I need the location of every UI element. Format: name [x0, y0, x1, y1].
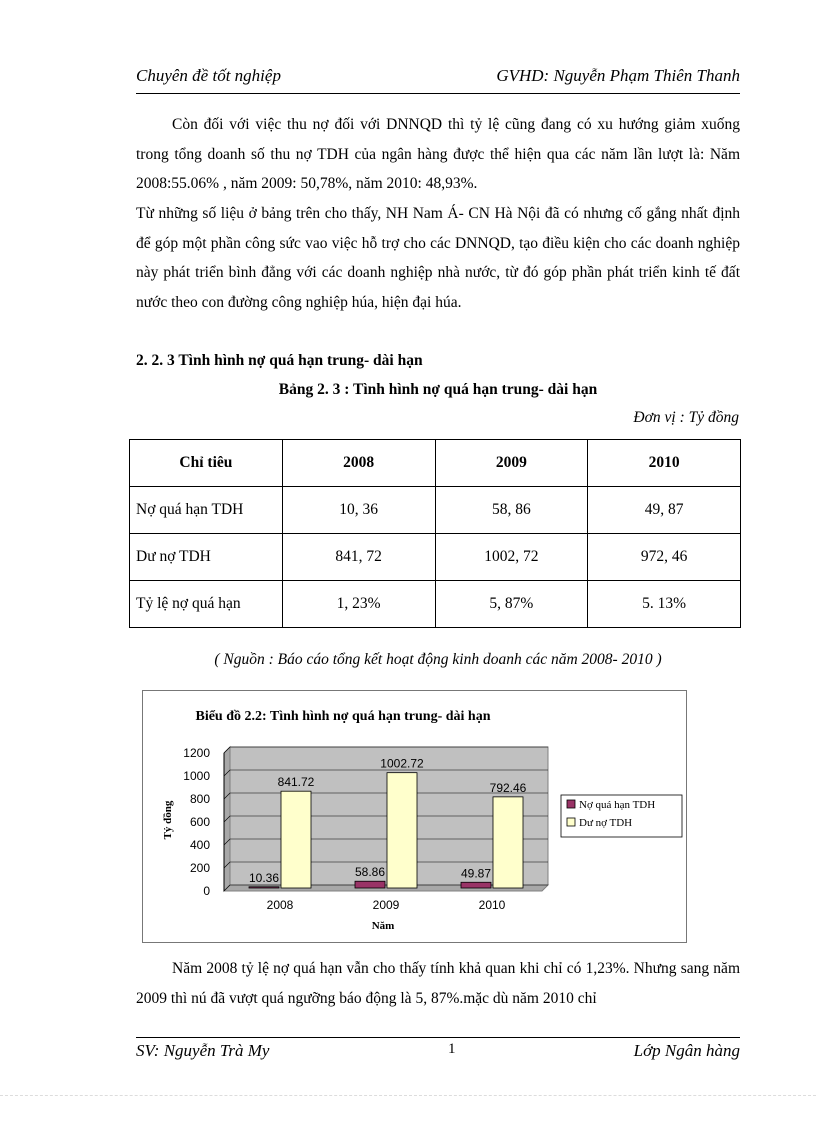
table-row	[130, 534, 741, 581]
x-tick-label: 2008	[266, 898, 294, 912]
y-tick-label: 1200	[183, 746, 210, 760]
table-cell: 1002, 72	[435, 534, 588, 581]
page-edge	[0, 1095, 816, 1096]
bar	[249, 887, 279, 888]
page-header	[136, 66, 740, 94]
y-axis-label: Tỷ đồng	[162, 800, 174, 840]
paragraph-3: Năm 2008 tỷ lệ nợ quá hạn vẫn cho thấy tính khả quan khi chỉ có 1,23%. Nhưng sang năm 2009 thì nú đã vượt quá ngưỡng báo động là 5, 87%.mặc dù năm 2010 chỉ	[136, 960, 740, 1007]
table-cell: 10, 36	[282, 487, 435, 534]
header-divider	[136, 93, 740, 94]
table-title: Bảng 2. 3 : Tình hình nợ quá hạn trung- dài hạn	[278, 381, 598, 398]
x-tick-label: 2009	[372, 898, 400, 912]
y-tick-label: 400	[189, 838, 210, 852]
table-source: ( Nguồn : Báo cáo tổng kết hoạt động kinh doanh các năm 2008- 2010 )	[214, 651, 662, 668]
chart-container	[142, 690, 687, 943]
y-tick-label: 600	[189, 815, 210, 829]
legend-label: Nợ quá hạn TDH	[579, 799, 656, 811]
table-header-cell: 2008	[282, 440, 435, 487]
table-cell: 49, 87	[588, 487, 741, 534]
legend-swatch	[567, 800, 575, 808]
section-heading: 2. 2. 3 Tình hình nợ quá hạn trung- dài hạn	[136, 352, 423, 369]
bar	[387, 773, 417, 888]
table-header-cell: Chỉ tiêu	[130, 440, 283, 487]
table-header-row	[130, 440, 741, 487]
bar	[493, 797, 523, 888]
chart-title: Biểu đồ 2.2: Tình hình nợ quá hạn trung- dài hạn	[195, 709, 491, 724]
table-row	[130, 581, 741, 628]
footer-right: Lớp Ngân hàng	[633, 1041, 740, 1060]
header-right: GVHD: Nguyễn Phạm Thiên Thanh	[496, 66, 740, 85]
y-tick-label: 0	[203, 884, 210, 898]
data-table	[129, 439, 741, 628]
table-cell: Nợ quá hạn TDH	[130, 487, 283, 534]
bar	[281, 791, 311, 888]
table-cell: 1, 23%	[282, 581, 435, 628]
data-label: 792.46	[489, 780, 527, 795]
paragraph-2: Từ những số liệu ở bảng trên cho thấy, NH Nam Á- CN Hà Nội đã có nhưng cố gắng nhất định để góp một phần công sức vao việc hỗ trợ cho các DNNQD, tạo điều kiện cho các doanh nghiệp này phát triển bình đẳng với các doanh nghiệp nhà nước, từ đó góp phần phát triển kinh tế đất nước theo con đường công nghiệp húa, hiện đại húa.	[136, 205, 740, 311]
data-label: 49.87	[460, 866, 492, 881]
y-tick-label: 200	[189, 861, 210, 875]
table-cell: 5. 13%	[588, 581, 741, 628]
data-label: 1002.72	[380, 756, 424, 771]
y-tick-label: 1000	[183, 769, 210, 783]
footer-divider	[136, 1037, 740, 1038]
table-cell: 841, 72	[282, 534, 435, 581]
table-unit: Đơn vị : Tỷ đồng	[633, 409, 739, 426]
table-header-cell: 2010	[588, 440, 741, 487]
paragraph-1: Còn đối với việc thu nợ đối với DNNQD thì tỷ lệ cũng đang có xu hướng giảm xuống trong tổng doanh số thu nợ TDH của ngân hàng được thể hiện qua các năm lần lượt là: Năm 2008:55.06% , năm 2009: 50,78%, năm 2010: 48,93%.	[136, 116, 740, 192]
table-cell: Dư nợ TDH	[130, 534, 283, 581]
table-cell: 972, 46	[588, 534, 741, 581]
bar	[355, 881, 385, 888]
x-tick-label: 2010	[478, 898, 506, 912]
data-label: 10.36	[248, 870, 280, 885]
header-left: Chuyên đề tốt nghiệp	[136, 66, 281, 85]
page-number: 1	[448, 1041, 456, 1057]
legend-label: Dư nợ TDH	[579, 817, 633, 829]
legend-swatch	[567, 818, 575, 826]
data-label: 58.86	[354, 865, 386, 880]
bar	[461, 882, 491, 888]
table-header-cell: 2009	[435, 440, 588, 487]
footer-left: SV: Nguyễn Trà My	[136, 1041, 270, 1060]
page-footer	[136, 1041, 740, 1065]
table-cell: 58, 86	[435, 487, 588, 534]
data-label: 841.72	[277, 775, 315, 790]
table-cell: Tỷ lệ nợ quá hạn	[130, 581, 283, 628]
bar-chart	[143, 691, 686, 942]
x-axis-label: Năm	[371, 920, 395, 932]
y-tick-label: 800	[189, 792, 210, 806]
table-cell: 5, 87%	[435, 581, 588, 628]
table-row	[130, 487, 741, 534]
